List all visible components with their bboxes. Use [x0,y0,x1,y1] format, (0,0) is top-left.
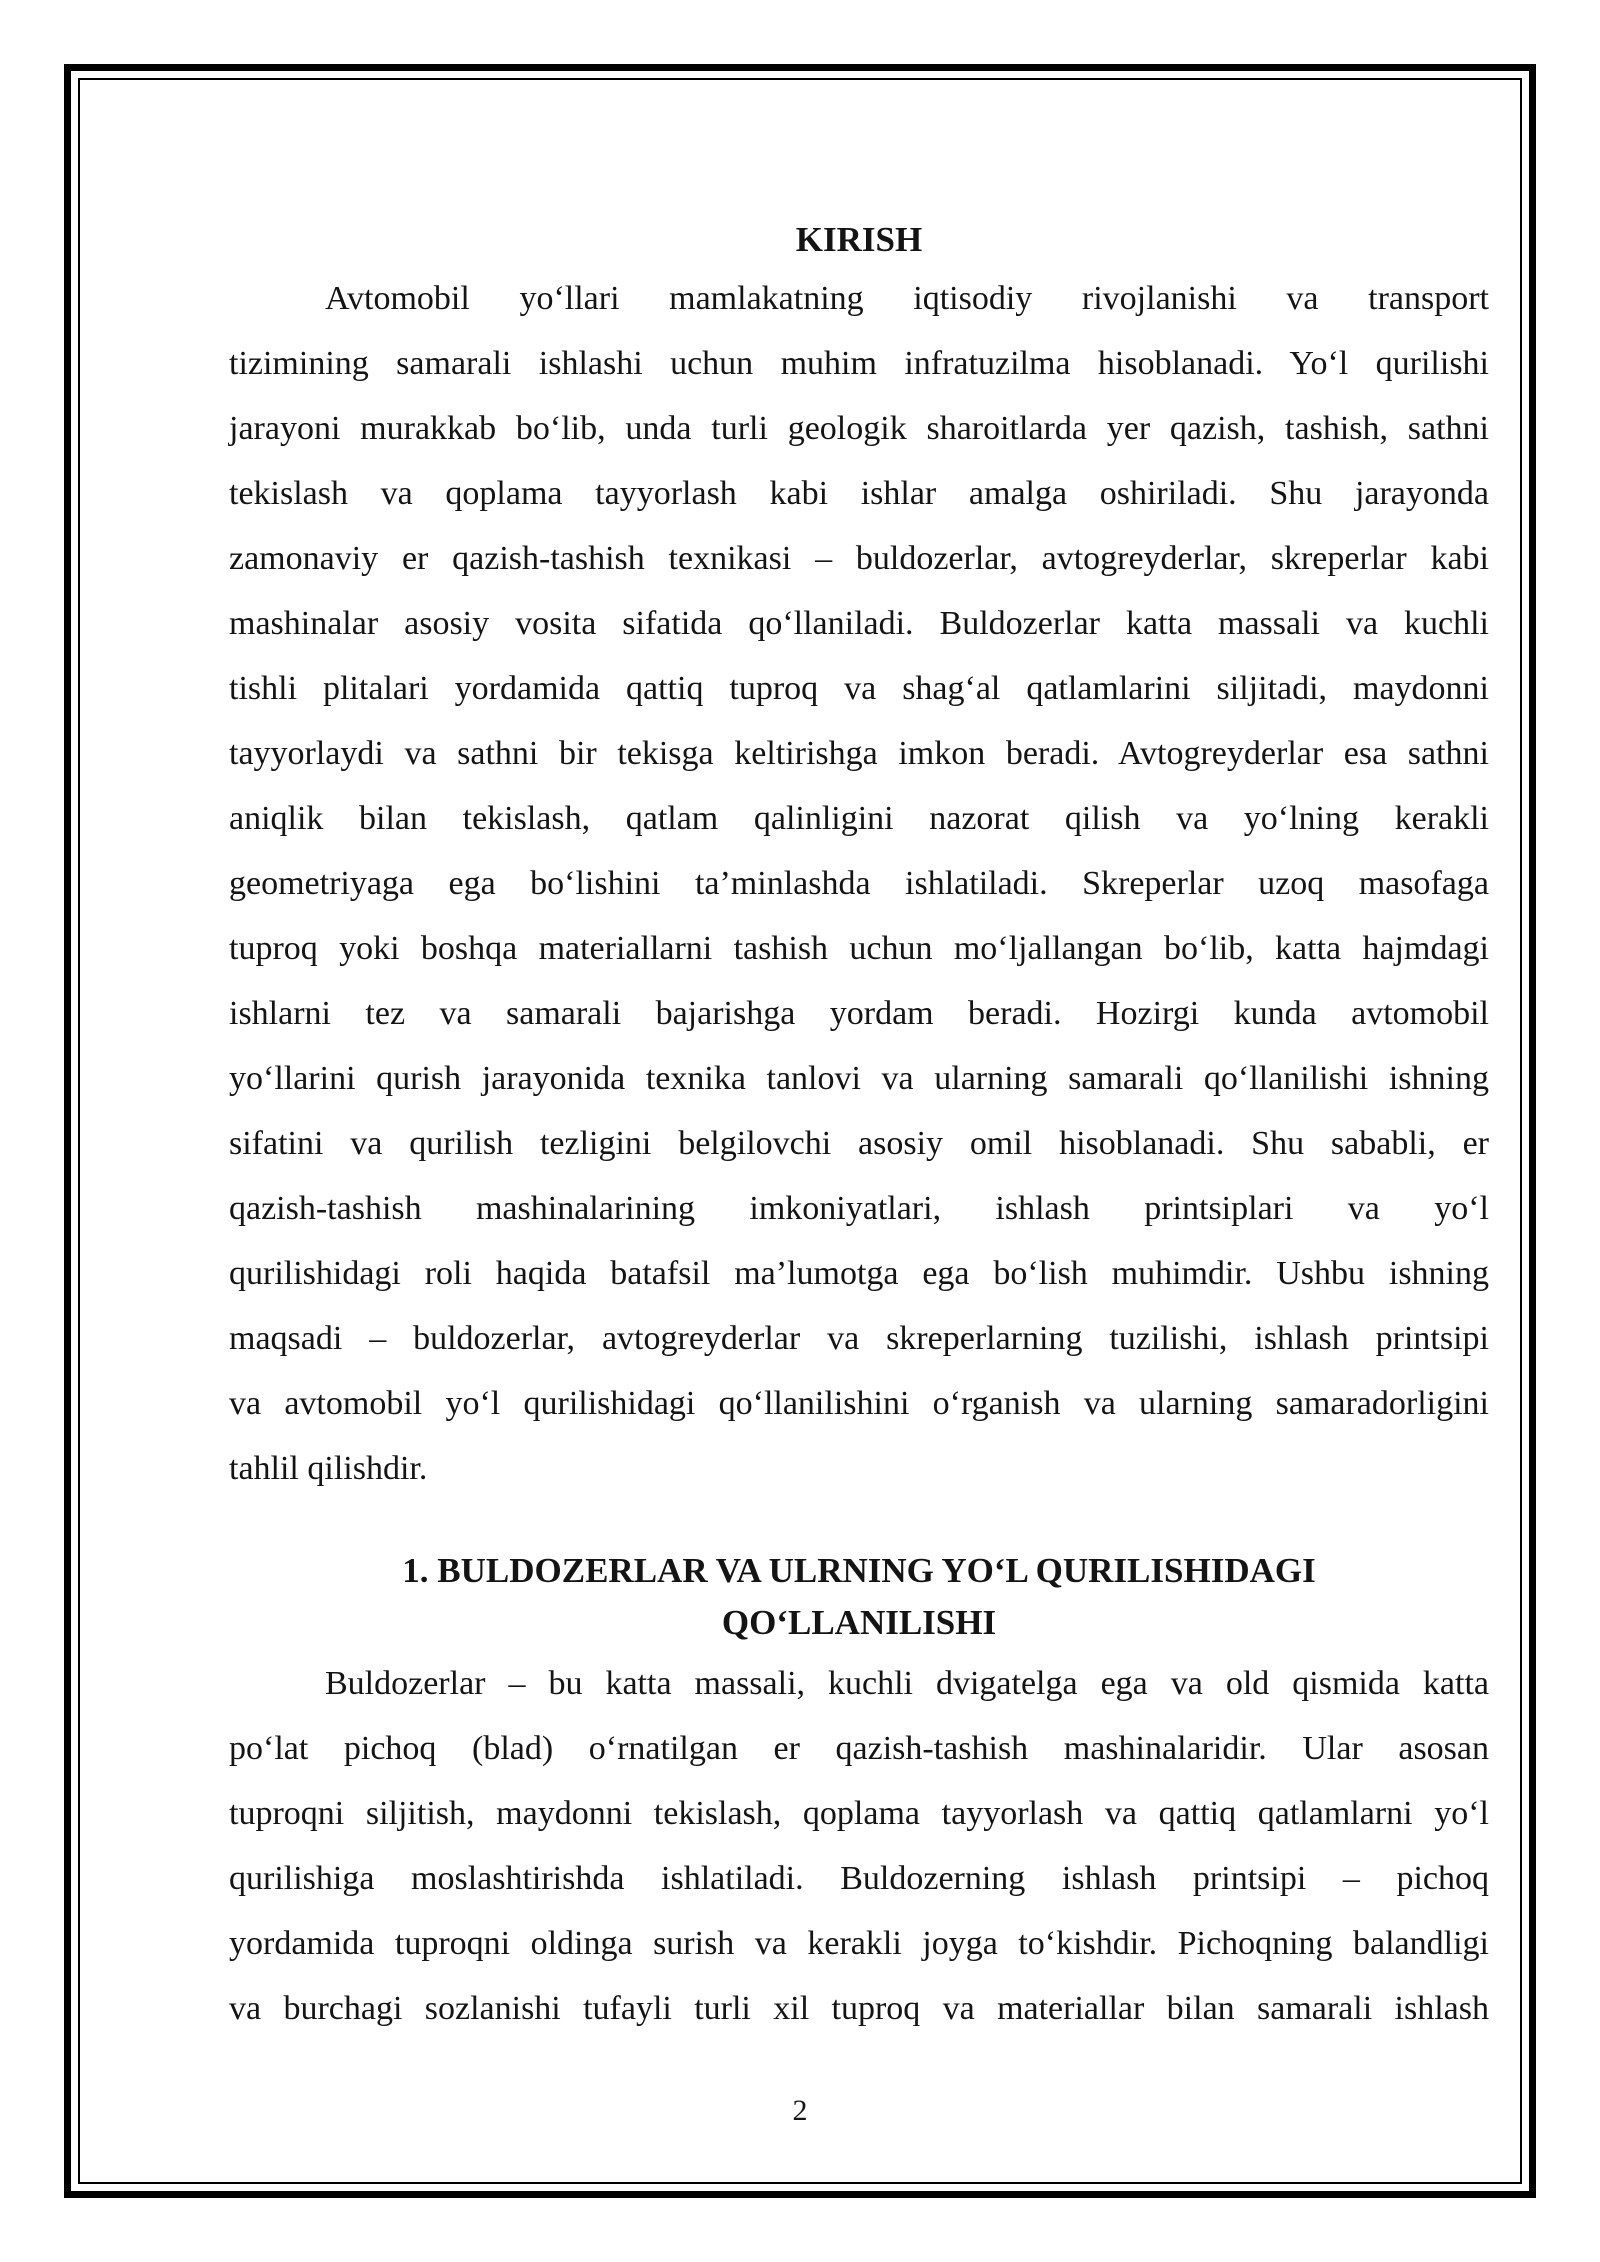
intro-line: yo‘llarini qurish jarayonida texnika tanlovi va ularning samarali qo‘llanilishi ishning [229,1060,1489,1097]
intro-line: tuproq yoki boshqa materiallarni tashish uchun mo‘ljallangan bo‘lib, katta hajmdagi [229,930,1489,967]
section-heading-line: 1. BULDOZERLAR VA ULRNING YO‘L QURILISHIDAGI [402,1551,1316,1590]
intro-line: tahlil qilishdir. [229,1450,428,1487]
intro-line: mashinalar asosiy vosita sifatida qo‘llaniladi. Buldozerlar katta massali va kuchli [229,605,1489,642]
intro-line: sifatini va qurilish tezligini belgilovchi asosiy omil hisoblanadi. Shu sababli, er [229,1125,1489,1162]
section-heading [229,1545,1489,1649]
section-line: va burchagi sozlanishi tufayli turli xil tuproq va materiallar bilan samarali ishlash [229,1990,1489,2027]
intro-line: zamonaviy er qazish-tashish texnikasi – buldozerlar, avtogreyderlar, skreperlar kabi [229,540,1489,577]
intro-line: va avtomobil yo‘l qurilishidagi qo‘llanilishini o‘rganish va ularning samaradorligini [229,1385,1489,1422]
page-number: 2 [792,2094,808,2127]
intro-paragraph [229,266,1489,1501]
intro-line: geometriyaga ega bo‘lishini ta’minlashda ishlatiladi. Skreperlar uzoq masofaga [229,865,1489,902]
section-line: yordamida tuproqni oldinga surish va kerakli joyga to‘kishdir. Pichoqning balandligi [229,1925,1489,1962]
section-line: Buldozerlar – bu katta massali, kuchli dvigatelga ega va old qismida katta [325,1665,1489,1702]
intro-line: aniqlik bilan tekislash, qatlam qalinligini nazorat qilish va yo‘lning kerakli [229,800,1489,837]
intro-line: tishli plitalari yordamida qattiq tuproq va shag‘al qatlamlarini siljitadi, maydonni [229,670,1489,707]
intro-line: maqsadi – buldozerlar, avtogreyderlar va skreperlarning tuzilishi, ishlash printsipi [229,1320,1489,1357]
intro-line: tekislash va qoplama tayyorlash kabi ishlar amalga oshiriladi. Shu jarayonda [229,475,1489,512]
intro-line: qurilishidagi roli haqida batafsil ma’lumotga ega bo‘lish muhimdir. Ushbu ishning [229,1255,1489,1292]
intro-line: ishlarni tez va samarali bajarishga yordam beradi. Hozirgi kunda avtomobil [229,995,1489,1032]
page-content [229,218,1489,2041]
section-line: qurilishiga moslashtirishda ishlatiladi. Buldozerning ishlash printsipi – pichoq [229,1860,1489,1897]
intro-line: tayyorlaydi va sathni bir tekisga keltirishga imkon beradi. Avtogreyderlar esa sathni [229,735,1489,772]
section-paragraph [229,1651,1489,2041]
section-line: tuproqni siljitish, maydonni tekislash, qoplama tayyorlash va qattiq qatlamlarni yo‘l [229,1795,1489,1832]
intro-heading: KIRISH [795,220,923,259]
intro-line: qazish-tashish mashinalarining imkoniyatlari, ishlash printsiplari va yo‘l [229,1190,1489,1227]
intro-line: jarayoni murakkab bo‘lib, unda turli geologik sharoitlarda yer qazish, tashish, sathni [229,410,1489,447]
intro-line: tizimining samarali ishlashi uchun muhim infratuzilma hisoblanadi. Yo‘l qurilishi [229,345,1489,382]
section-heading-line: QO‘LLANILISHI [721,1603,997,1642]
section-line: po‘lat pichoq (blad) o‘rnatilgan er qazish-tashish mashinalaridir. Ular asosan [229,1730,1489,1767]
intro-line: Avtomobil yo‘llari mamlakatning iqtisodiy rivojlanishi va transport [325,280,1489,317]
